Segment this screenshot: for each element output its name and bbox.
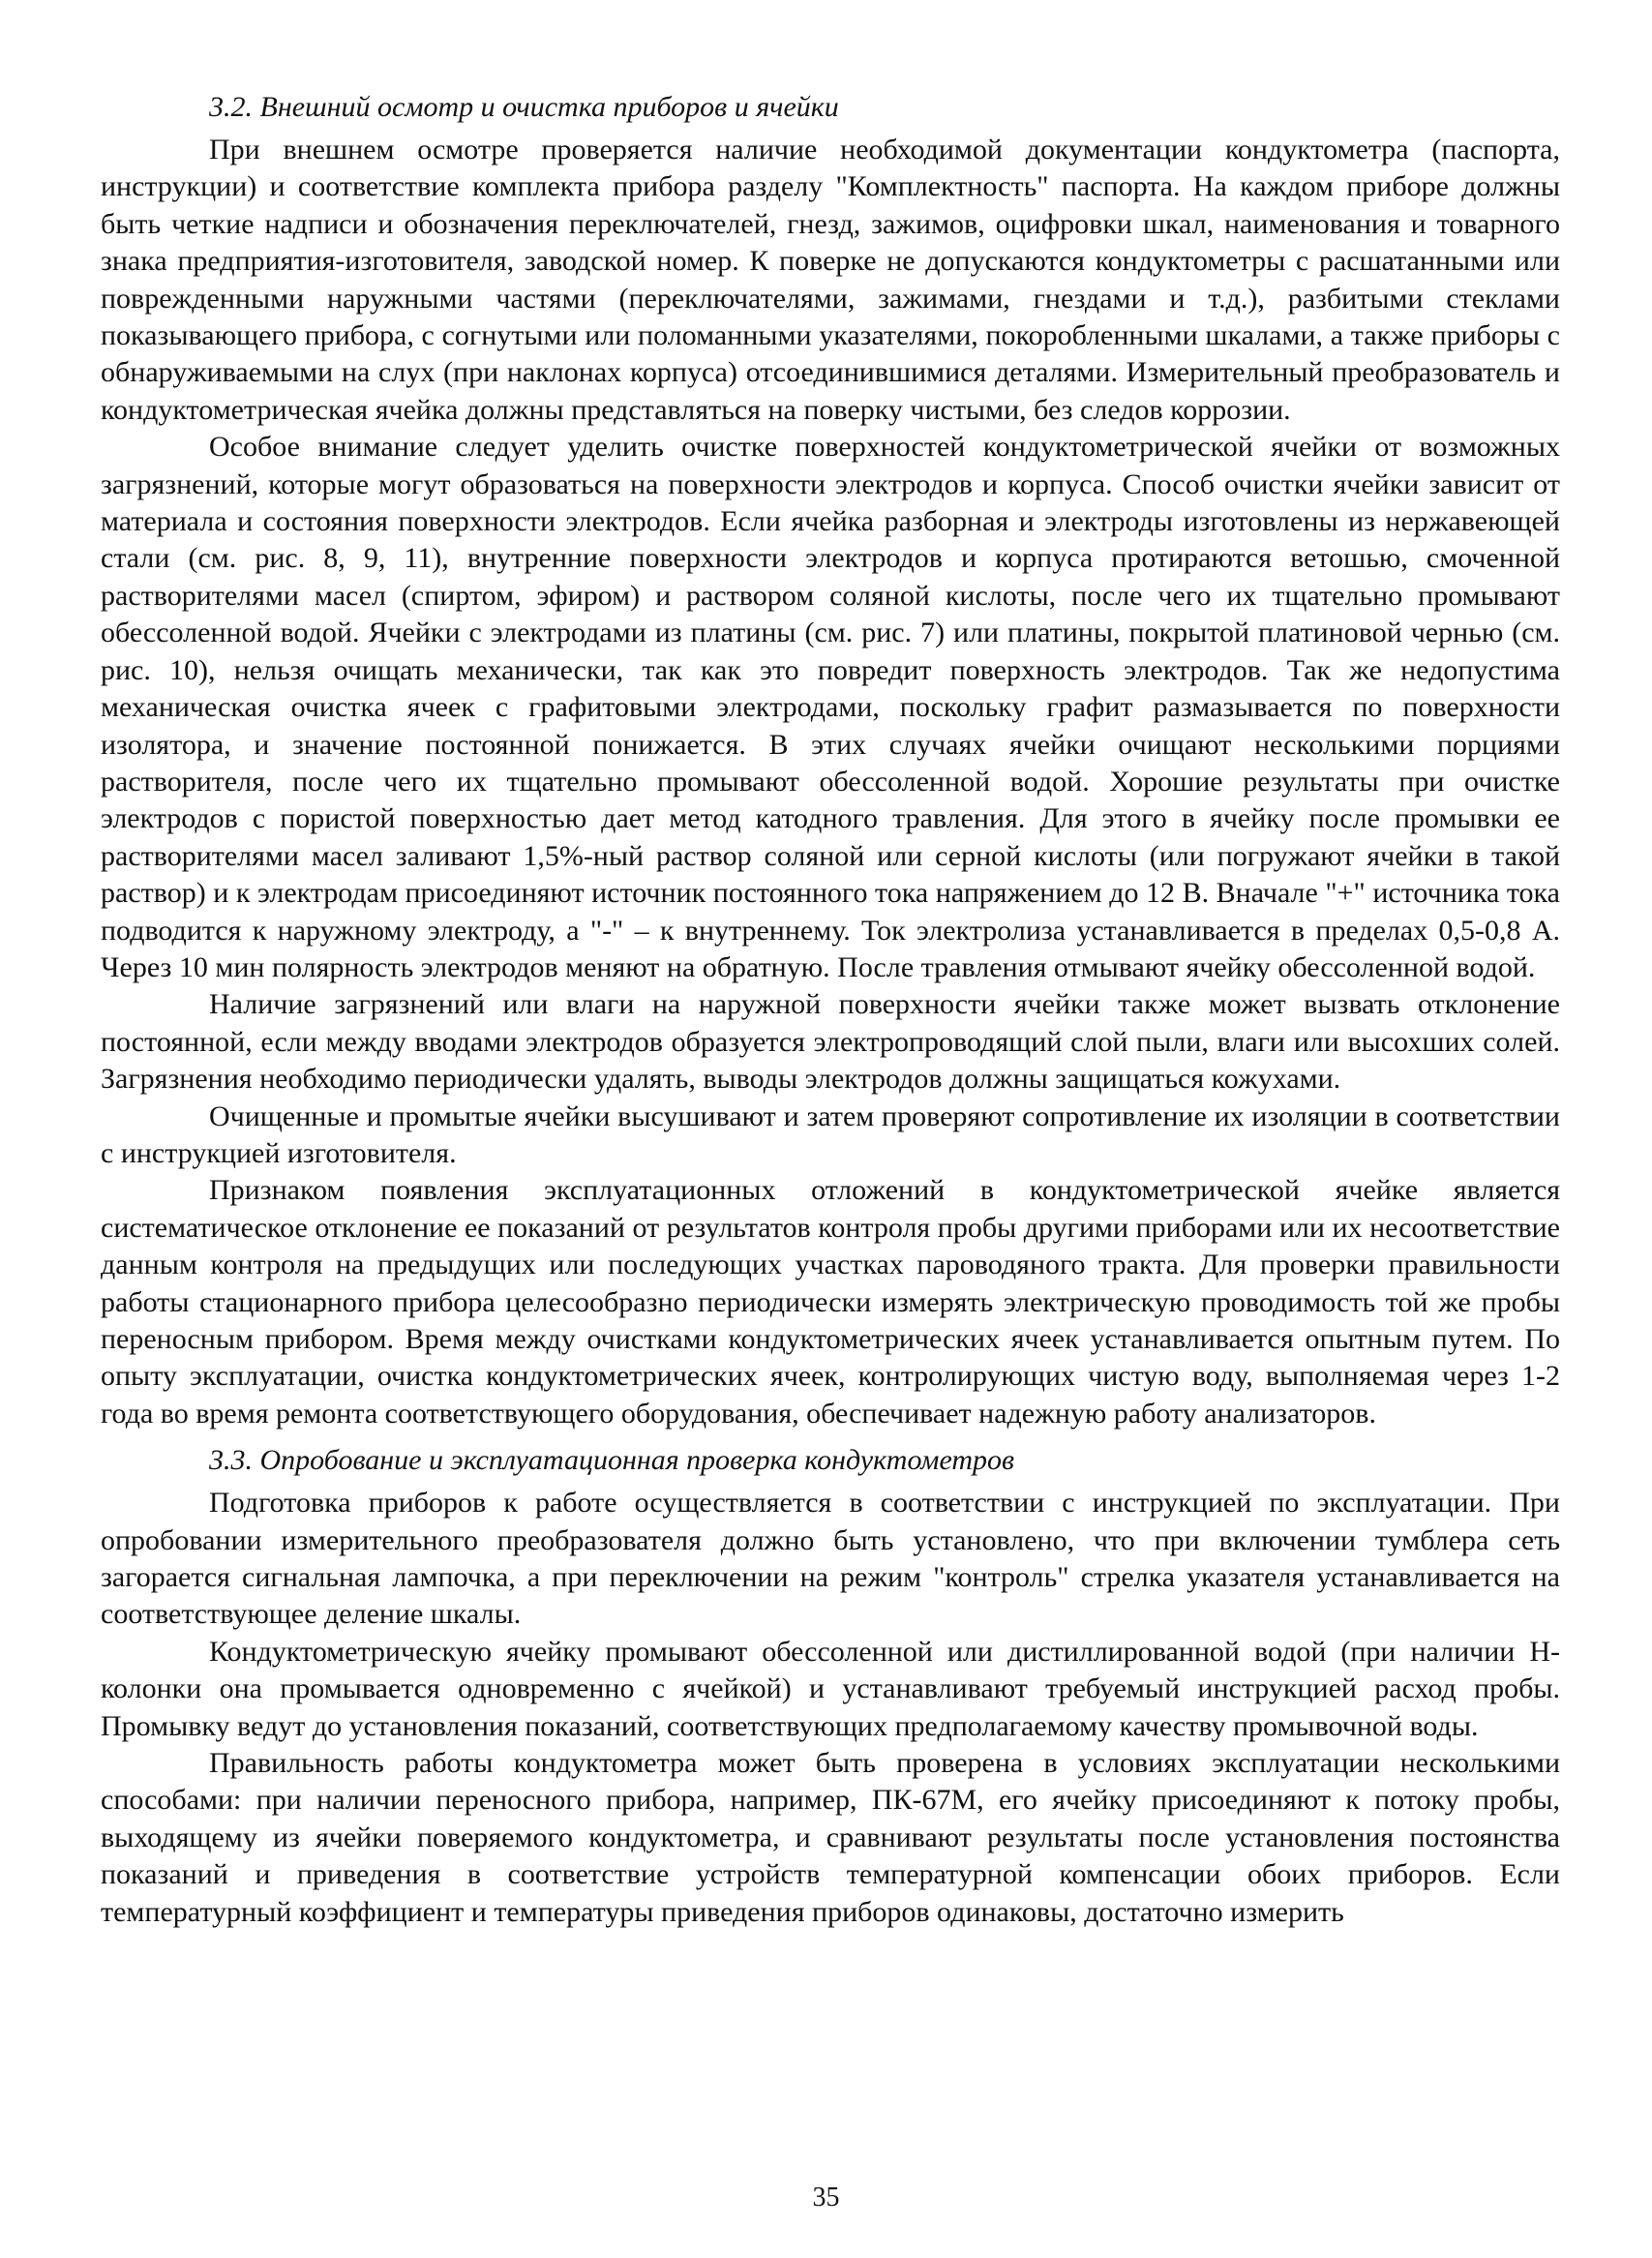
- section-3-3-paragraph-3: Правильность работы кондуктометра может быть проверена в условиях эксплуатации несколькими способами: при наличии переносного прибора, например, ПК-67М, его ячейку присоединяют к потоку пробы, выходящему из ячейки поверяемого кондуктометра, и сравнивают результаты после установления постоянства показаний и приведения в соответствие устройств температурной компенсации обоих приборов. Если температурный коэффициент и температуры приведения приборов одинаковы, достаточно измерить: [101, 1747, 1560, 1928]
- section-gap: [101, 1432, 1560, 1442]
- section-3-2-paragraph-3: Наличие загрязнений или влаги на наружной поверхности ячейки также может вызвать отклонение постоянной, если между вводами электродов образуется электропроводящий слой пыли, влаги или высохших солей. Загрязнения необходимо периодически удалять, выводы электродов должны защищаться кожухами.: [101, 988, 1560, 1096]
- section-3-3-title: 3.3. Опробование и эксплуатационная проверка кондуктометров: [209, 1444, 1015, 1477]
- section-3-2-paragraph-1: При внешнем осмотре проверяется наличие необходимой документации кондуктометра (паспорта, инструкции) и соответствие комплекта прибора разделу "Комплектность" паспорта. На каждом приборе должны быть четкие надписи и обозначения переключателей, гнезд, зажимов, оцифровки шкал, наименования и товарного знака предприятия-изготовителя, заводской номер. К поверке не допускаются кондуктометры с расшатанными или поврежденными наружными частями (переключателями, зажимами, гнездами и т.д.), разбитыми стеклами показывающего прибора, с согнутыми или поломанными указателями, покоробленными шкалами, а также приборы с обнаруживаемыми на слух (при наклонах корпуса) отсоединившимися деталями. Измерительный преобразователь и кондуктометрическая ячейка должны представляться на поверку чистыми, без следов коррозии.: [101, 134, 1560, 426]
- section-3-3-paragraph-1: Подготовка приборов к работе осуществляется в соответствии с инструкцией по эксплуатации. При опробовании измерительного преобразователя должно быть установлено, что при включении тумблера сеть загорается сигнальная лампочка, а при переключении на режим "контроль" стрелка указателя устанавливается на соответствующее деление шкалы.: [101, 1487, 1560, 1631]
- section-3-2-paragraph-5: Признаком появления эксплуатационных отложений в кондуктометрической ячейке является систематическое отклонение ее показаний от результатов контроля пробы другими приборами или их несоответствие данным контроля на предыдущих или последующих участках пароводяного тракта. Для проверки правильности работы стационарного прибора целесообразно периодически измерять электрическую проводимость той же пробы переносным прибором. Время между очистками кондуктометрических ячеек устанавливается опытным путем. По опыту эксплуатации, очистка кондуктометрических ячеек, контролирующих чистую воду, выполняемая через 1-2 года во время ремонта соответствующего оборудования, обеспечивает надежную работу анализаторов.: [101, 1174, 1560, 1430]
- section-3-2-title: 3.2. Внешний осмотр и очистка приборов и ячейки: [209, 91, 839, 123]
- section-3-2-paragraph-2: Особое внимание следует уделить очистке поверхностей кондуктометрической ячейки от возможных загрязнений, которые могут образоваться на поверхности электродов и корпуса. Способ очистки ячейки зависит от материала и состояния поверхности электродов. Если ячейка разборная и электроды изготовлены из нержавеющей стали (см. рис. 8, 9, 11), внутренние поверхности электродов и корпуса протираются ветошью, смоченной растворителями масел (спиртом, эфиром) и раствором соляной кислоты, после чего их тщательно промывают обессоленной водой. Ячейки с электродами из платины (см. рис. 7) или платины, покрытой платиновой чернью (см. рис. 10), нельзя очищать механически, так как это повредит поверхность электродов. Так же недопустима механическая очистка ячеек с графитовыми электродами, поскольку графит размазывается по поверхности изолятора, и значение постоянной понижается. В этих случаях ячейки очищают несколькими порциями растворителя, после чего их тщательно промывают обессоленной водой. Хорошие результаты при очистке электродов с пористой поверхностью дает метод катодного травления. Для этого в ячейку после промывки ее растворителями масел заливают 1,5%-ный раствор соляной или серной кислоты (или погружают ячейки в такой раствор) и к электродам присоединяют источник постоянного тока напряжением до 12 В. Вначале "+" источника тока подводится к наружному электроду, а "-" – к внутреннему. Ток электролиза устанавливается в пределах 0,5-0,8 А. Через 10 мин полярность электродов меняют на обратную. После травления отмывают ячейку обессоленной водой.: [101, 431, 1560, 983]
- section-3-3-paragraph-2: Кондуктометрическую ячейку промывают обессоленной или дистиллированной водой (при наличии Н-колонки она промывается одновременно с ячейкой) и устанавливают требуемый инструкцией расход пробы. Промывку ведут до установления показаний, соответствующих предполагаемому качеству промывочной воды.: [101, 1635, 1560, 1742]
- section-3-2-paragraph-4: Очищенные и промытые ячейки высушивают и затем проверяют сопротивление их изоляции в соответствии с инструкцией изготовителя.: [101, 1099, 1560, 1169]
- document-page: [101, 89, 1560, 1931]
- page-number: 35: [812, 2183, 840, 2213]
